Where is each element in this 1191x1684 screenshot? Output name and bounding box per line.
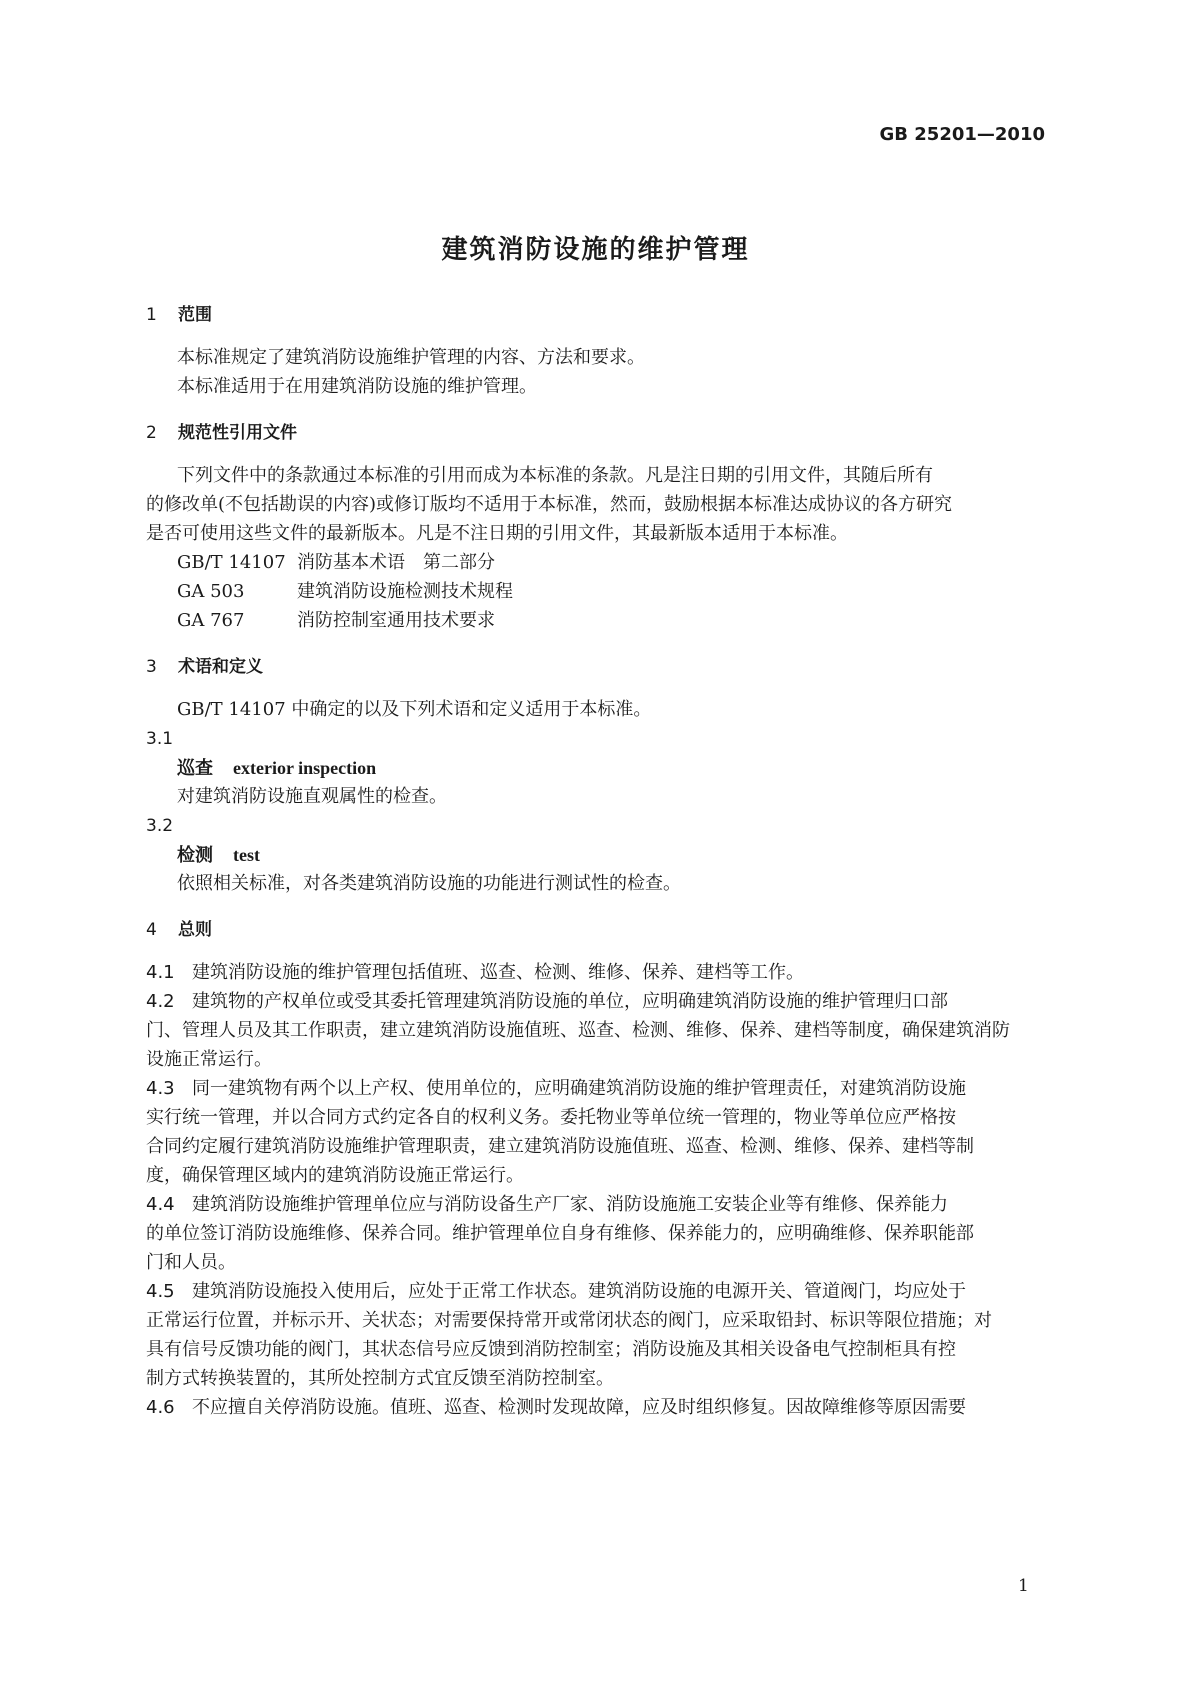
clause-4-2: 4.2 建筑物的产权单位或受其委托管理建筑消防设施的单位，应明确建筑消防设施的维护管理归口部 — [146, 991, 948, 1012]
clause-line: 门和人员。 — [146, 1252, 236, 1273]
document-title: 建筑消防设施的维护管理 — [441, 235, 750, 265]
clause-4-1: 4.1 建筑消防设施的维护管理包括值班、巡查、检测、维修、保养、建档等工作。 — [146, 962, 804, 983]
term-definition: 依照相关标准，对各类建筑消防设施的功能进行测试性的检查。 — [177, 873, 681, 894]
section-4-heading: 4 总则 — [146, 920, 212, 940]
section-2-heading: 2 规范性引用文件 — [146, 423, 297, 443]
clause-4-6: 4.6 不应擅自关停消防设施。值班、巡查、检测时发现故障，应及时组织修复。因故障维修等原因需要 — [146, 1397, 966, 1418]
term-entry: 检测 test — [177, 845, 260, 866]
clause-line: 度，确保管理区域内的建筑消防设施正常运行。 — [146, 1165, 524, 1186]
reference-item: GB/T 14107 消防基本术语 第二部分 — [177, 552, 495, 573]
section-3-intro: GB/T 14107 中确定的以及下列术语和定义适用于本标准。 — [177, 699, 652, 720]
section-2-paragraph-line: 下列文件中的条款通过本标准的引用而成为本标准的条款。凡是注日期的引用文件，其随后所有 — [177, 465, 933, 486]
clause-line: 实行统一管理，并以合同方式约定各自的权利义务。委托物业等单位统一管理的，物业等单位应严格按 — [146, 1107, 956, 1128]
term-definition: 对建筑消防设施直观属性的检查。 — [177, 786, 447, 807]
clause-4-4: 4.4 建筑消防设施维护管理单位应与消防设备生产厂家、消防设施施工安装企业等有维修、保养能力 — [146, 1194, 948, 1215]
reference-item: GA 767 消防控制室通用技术要求 — [177, 610, 495, 631]
clause-line: 设施正常运行。 — [146, 1049, 272, 1070]
section-2-paragraph-line: 是否可使用这些文件的最新版本。凡是不注日期的引用文件，其最新版本适用于本标准。 — [146, 523, 848, 544]
reference-item: GA 503 建筑消防设施检测技术规程 — [177, 581, 513, 602]
section-1-heading: 1 范围 — [146, 305, 212, 325]
standard-number: GB 25201—2010 — [879, 124, 1045, 145]
section-2-paragraph-line: 的修改单(不包括勘误的内容)或修订版均不适用于本标准，然而，鼓励根据本标准达成协议的各方研究 — [146, 494, 953, 515]
clause-4-5: 4.5 建筑消防设施投入使用后，应处于正常工作状态。建筑消防设施的电源开关、管道阀门，均应处于 — [146, 1281, 966, 1302]
term-number: 3.2 — [146, 816, 174, 836]
clause-line: 的单位签订消防设施维修、保养合同。维护管理单位自身有维修、保养能力的，应明确维修、保养职能部 — [146, 1223, 974, 1244]
clause-line: 门、管理人员及其工作职责，建立建筑消防设施值班、巡查、检测、维修、保养、建档等制度，确保建筑消防 — [146, 1020, 1010, 1041]
term-entry: 巡查 exterior inspection — [177, 758, 377, 779]
clause-4-3: 4.3 同一建筑物有两个以上产权、使用单位的，应明确建筑消防设施的维护管理责任，对建筑消防设施 — [146, 1078, 966, 1099]
term-number: 3.1 — [146, 729, 174, 749]
section-1-paragraph: 本标准规定了建筑消防设施维护管理的内容、方法和要求。 — [177, 347, 645, 368]
clause-line: 正常运行位置，并标示开、关状态；对需要保持常开或常闭状态的阀门，应采取铅封、标识等限位措施；对 — [146, 1310, 992, 1331]
clause-line: 制方式转换装置的，其所处控制方式宜反馈至消防控制室。 — [146, 1368, 614, 1389]
clause-line: 合同约定履行建筑消防设施维护管理职责，建立建筑消防设施值班、巡查、检测、维修、保养、建档等制 — [146, 1136, 974, 1157]
clause-line: 具有信号反馈功能的阀门，其状态信号应反馈到消防控制室；消防设施及其相关设备电气控制柜具有控 — [146, 1339, 956, 1360]
section-3-heading: 3 术语和定义 — [146, 657, 263, 677]
section-1-paragraph: 本标准适用于在用建筑消防设施的维护管理。 — [177, 376, 537, 397]
page-number: 1 — [1018, 1576, 1029, 1596]
